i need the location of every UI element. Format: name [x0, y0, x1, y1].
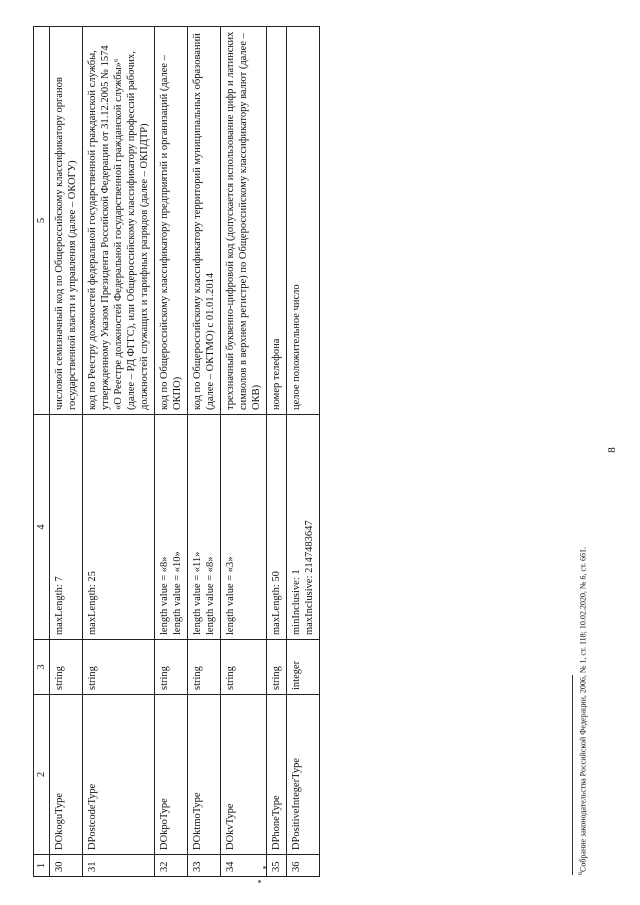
- type-name: DPostcodeType: [83, 695, 155, 855]
- column-header: 2: [34, 695, 50, 855]
- base-type: integer: [287, 640, 320, 695]
- restriction: length value = «3»: [221, 415, 267, 640]
- table-row: [50, 27, 83, 877]
- footnote: [578, 275, 588, 875]
- restriction: maxLength: 50: [267, 415, 287, 640]
- data-types-table: [33, 26, 320, 877]
- type-name: DOkvType: [221, 695, 267, 855]
- restriction: length value = «11» length value = «8»: [188, 415, 221, 640]
- row-number: 32: [155, 855, 188, 877]
- column-header: 3: [34, 640, 50, 695]
- scan-speck: [258, 880, 261, 883]
- page-number: 8: [606, 447, 618, 453]
- table-row: [267, 27, 287, 877]
- restriction: minInclusive: 1 maxInclusive: 2147483647: [287, 415, 320, 640]
- type-name: DOktmoType: [188, 695, 221, 855]
- type-name: DOkpoType: [155, 695, 188, 855]
- table-row: [188, 27, 221, 877]
- base-type: string: [221, 640, 267, 695]
- row-number: 34: [221, 855, 267, 877]
- footnote-divider: [572, 675, 573, 875]
- footnote-text: Собрание законодательства Российской Федерации, 2006, № 1, ст. 118; 10.02.2020, № 6, ст. 661.: [578, 547, 588, 872]
- table-row: [83, 27, 155, 877]
- row-number: 35: [267, 855, 287, 877]
- base-type: string: [188, 640, 221, 695]
- scan-speck: [263, 866, 266, 869]
- description: трехзначный буквенно-цифровой код (допускается использование цифр и латинских символов в верхнем регистре) по Общероссийскому классификатору валют (далее – ОКВ): [221, 27, 267, 415]
- description: код по Общероссийскому классификатору предприятий и организаций (далее – ОКПО): [155, 27, 188, 415]
- description: номер телефона: [267, 27, 287, 415]
- base-type: string: [267, 640, 287, 695]
- type-name: DOkoguType: [50, 695, 83, 855]
- row-number: 33: [188, 855, 221, 877]
- base-type: string: [83, 640, 155, 695]
- footnote-mark: 6: [578, 872, 584, 875]
- description: целое положительное число: [287, 27, 320, 415]
- row-number: 31: [83, 855, 155, 877]
- description: код по Реестру должностей федеральной государственной гражданской службы, утвержденному Указом Президента Российской Федерации от 31.12.2005 № 1574 «О Реестре должностей Федеральной государственной гражданской службы»⁶ (далее – РД ФГГС), или Общероссийскому классификатору профессий рабочих, должностей служащих и тарифных разрядов (далее – ОКПДТР): [83, 27, 155, 415]
- table-header-row: [34, 27, 50, 877]
- table-row: [221, 27, 267, 877]
- description: код по Общероссийскому классификатору территорий муниципальных образований (далее – ОКТМО) с 01.01.2014: [188, 27, 221, 415]
- row-number: 30: [50, 855, 83, 877]
- description: числовой семизначный код по Общероссийскому классификатору органов государственной власти и управления (далее – ОКОГУ): [50, 27, 83, 415]
- base-type: string: [50, 640, 83, 695]
- type-name: DPositiveIntegerType: [287, 695, 320, 855]
- row-number: 36: [287, 855, 320, 877]
- column-header: 4: [34, 415, 50, 640]
- restriction: length value = «8» length value = «10»: [155, 415, 188, 640]
- restriction: maxLength: 7: [50, 415, 83, 640]
- table-row: [155, 27, 188, 877]
- type-name: DPhoneType: [267, 695, 287, 855]
- base-type: string: [155, 640, 188, 695]
- column-header: 1: [34, 855, 50, 877]
- restriction: maxLength: 25: [83, 415, 155, 640]
- table-row: [287, 27, 320, 877]
- column-header: 5: [34, 27, 50, 415]
